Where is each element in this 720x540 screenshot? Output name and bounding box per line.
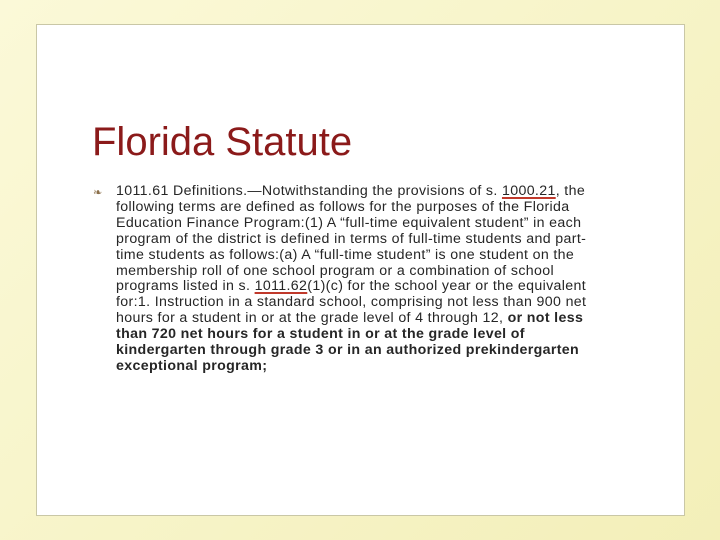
paragraph-part3: (1)(c) for the school year or the equivalent for:1. Instruction in a standard school, comprising not less than 900 net hours for a student in or at the grade level of 4 through 12, bbox=[116, 278, 587, 327]
slide-title: Florida Statute bbox=[92, 120, 353, 164]
fleuron-bullet-icon: ❧ bbox=[93, 186, 103, 199]
paragraph-bold-tail: or not less than 720 net hours for a student in or at the grade level of kindergarten through grade 3 or in an authorized prekindergarten exceptional program; bbox=[116, 310, 584, 374]
statute-link-1011-62[interactable]: 1011.62 bbox=[254, 278, 308, 295]
statute-paragraph bbox=[116, 184, 612, 375]
statute-link-1000-21[interactable]: 1000.21 bbox=[501, 183, 556, 199]
paragraph-prefix: 1011.61 Definitions.—Notwithstanding the provisions of s. bbox=[116, 183, 502, 199]
paragraph-part2: , the following terms are defined as follows for the purposes of the Florida Education Finance Program:(1) A “full-time equivalent student” in each program of the district is defined in terms of full-time students and part-time students as follows:(a) A “full-time student” is one student on the membership roll of one school program or a combination of school programs listed in s. bbox=[116, 183, 587, 295]
